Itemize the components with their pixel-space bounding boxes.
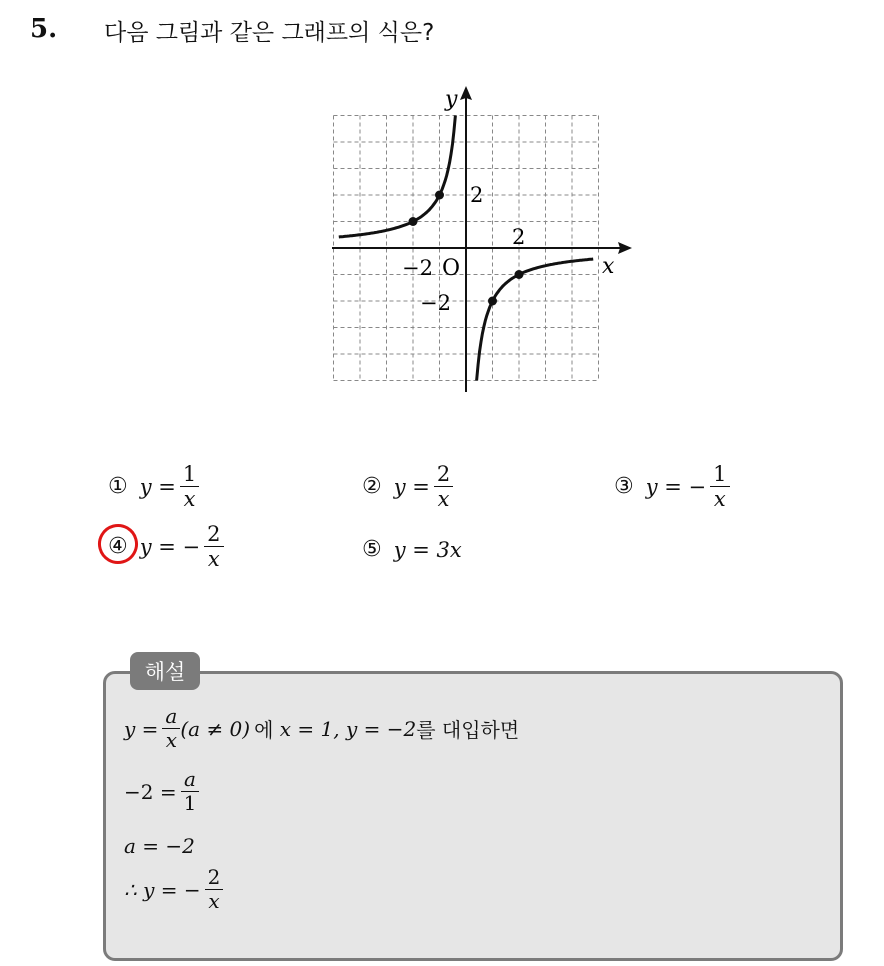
curve-second-quadrant	[339, 116, 456, 238]
y-tick-pos-label: 2	[470, 183, 484, 207]
choice-lhs: y =	[139, 474, 176, 499]
x-tick-neg-label: −2	[402, 256, 433, 280]
x-axis-arrow-icon	[618, 242, 632, 254]
sol-korean-text: 를 대입하면	[416, 718, 520, 742]
choice-lhs: y = 3x	[393, 537, 462, 562]
sol-korean-particle: 에	[254, 718, 280, 742]
choice-3[interactable]	[614, 462, 730, 511]
sol-lhs: −2 =	[124, 779, 177, 804]
curve-point	[409, 217, 418, 226]
choice-number: ②	[362, 474, 382, 500]
denominator: x	[207, 547, 220, 572]
choice-lhs: y =	[393, 474, 430, 499]
numerator: 1	[180, 462, 199, 487]
sol-substitution: x = 1, y = −2	[279, 716, 417, 741]
fraction	[180, 462, 199, 511]
numerator: 1	[710, 462, 729, 487]
choice-number: ③	[614, 474, 634, 500]
solution-line-1	[124, 705, 519, 752]
numerator: 2	[204, 522, 223, 547]
numerator: 2	[205, 866, 224, 890]
sol-conclusion-lhs: ∴ y = −	[124, 877, 201, 902]
numerator: a	[162, 705, 180, 729]
choice-number: ①	[108, 474, 128, 500]
y-axis-arrow-icon	[460, 86, 472, 100]
sol-result: a = −2	[124, 834, 195, 858]
numerator: a	[181, 768, 199, 792]
solution-tab: 해설	[130, 652, 200, 690]
solution-line-4	[124, 866, 223, 913]
curve-point	[435, 191, 444, 200]
curve-point	[515, 270, 524, 279]
fraction	[710, 462, 729, 511]
question-text: 다음 그림과 같은 그래프의 식은?	[104, 20, 435, 46]
origin-label: O	[442, 256, 461, 281]
curve-fourth-quadrant	[477, 259, 594, 381]
choice-number-glyph: ④	[108, 534, 128, 560]
curve-point	[488, 297, 497, 306]
answer-circle-mark	[94, 520, 143, 569]
denominator: x	[713, 487, 726, 512]
fraction	[204, 522, 223, 571]
solution-line-2	[124, 768, 199, 815]
denominator: x	[183, 487, 196, 512]
choice-1[interactable]	[108, 462, 199, 511]
x-tick-pos-label: 2	[512, 225, 526, 249]
choice-number	[108, 534, 128, 559]
fraction	[181, 768, 200, 815]
numerator: 2	[434, 462, 453, 487]
question-number: 5.	[30, 14, 58, 44]
choice-4[interactable]	[108, 522, 224, 571]
denominator: x	[437, 487, 450, 512]
y-axis-label: y	[445, 87, 458, 112]
choice-number: ⑤	[362, 537, 382, 562]
choice-lhs: y = −	[139, 534, 201, 559]
solution-line-3	[124, 834, 195, 858]
sol-condition: (a ≠ 0)	[180, 716, 251, 741]
denominator: 1	[183, 791, 197, 815]
choice-lhs: y = −	[645, 474, 707, 499]
sol-lhs: y =	[124, 716, 159, 741]
denominator: x	[208, 889, 220, 913]
y-tick-neg-label: −2	[420, 291, 451, 315]
denominator: x	[165, 728, 178, 752]
hyperbola-graph	[320, 80, 640, 400]
choice-2[interactable]	[362, 462, 453, 511]
fraction	[434, 462, 453, 511]
fraction	[162, 705, 180, 752]
fraction	[205, 866, 224, 913]
x-axis-label: x	[602, 254, 615, 279]
choice-5[interactable]	[362, 537, 462, 562]
